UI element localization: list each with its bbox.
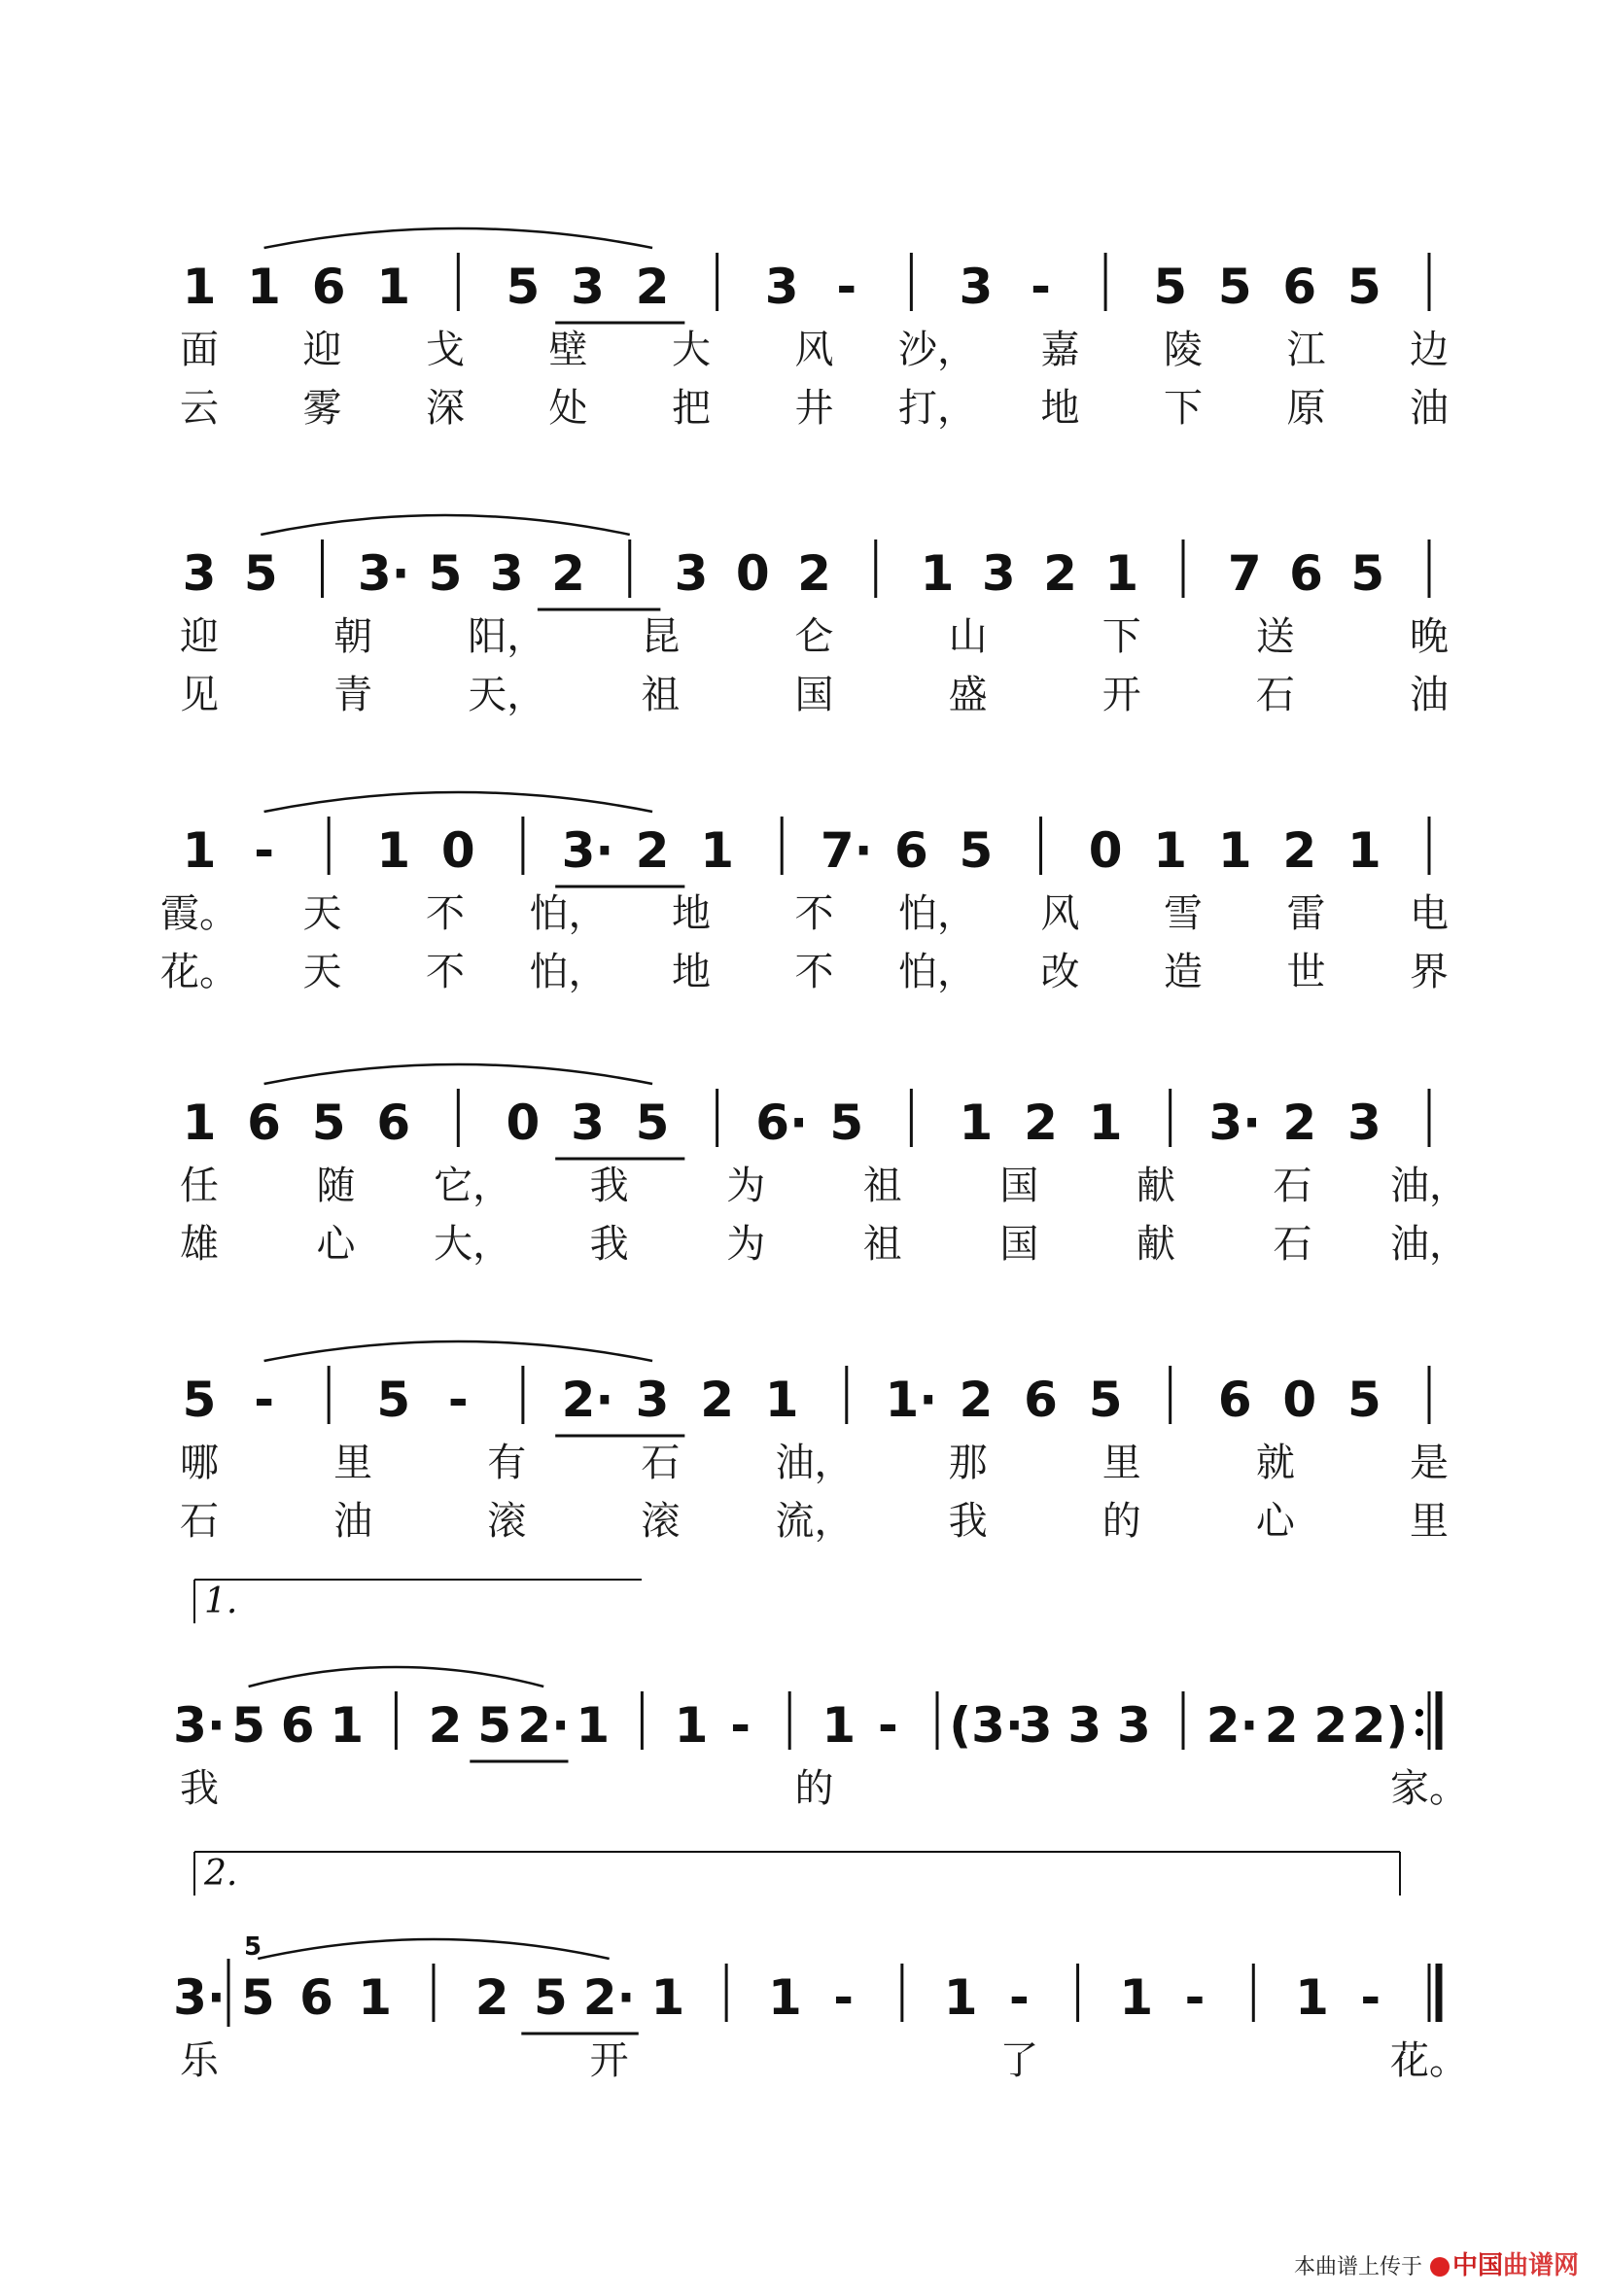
note: 2· bbox=[1206, 1697, 1259, 1754]
lyric-char: 祖 bbox=[862, 1164, 902, 1208]
lyric-char: 石 bbox=[641, 1441, 681, 1485]
note: 3 bbox=[1018, 1697, 1053, 1754]
note: 3· bbox=[173, 1969, 226, 2026]
note: 6· bbox=[755, 1095, 809, 1151]
note: 5 bbox=[1350, 545, 1385, 602]
lyric-char: 祖 bbox=[862, 1222, 902, 1267]
note: 6 bbox=[376, 1095, 411, 1151]
note: 1 bbox=[1347, 822, 1381, 879]
lyric-char: 开 bbox=[1101, 673, 1141, 717]
note: 2 bbox=[428, 1697, 463, 1754]
lyric-char: 深 bbox=[426, 386, 465, 431]
note: 5 bbox=[1347, 259, 1381, 315]
lyric-char: 把 bbox=[672, 386, 711, 431]
repeat-dot bbox=[1416, 1728, 1423, 1736]
note: 5 bbox=[243, 545, 278, 602]
note: 3 bbox=[764, 259, 799, 315]
lyric-char: 哪 bbox=[180, 1441, 219, 1485]
note: 3 bbox=[635, 1372, 670, 1428]
lyric-char: 处 bbox=[548, 386, 588, 431]
lyric-char: 造 bbox=[1164, 950, 1203, 994]
slur bbox=[249, 1667, 544, 1687]
note: 0 bbox=[1088, 822, 1123, 879]
lyric-char: 盛 bbox=[948, 673, 988, 717]
lyric-char: 油 bbox=[1410, 386, 1449, 431]
note: 3 bbox=[1347, 1095, 1381, 1151]
lyric-char: 下 bbox=[1164, 386, 1203, 431]
lyric-char: 大 bbox=[672, 328, 711, 372]
note: 1 bbox=[358, 1969, 393, 2026]
note: 6 bbox=[1217, 1372, 1252, 1428]
lyric-char: 晚 bbox=[1410, 614, 1449, 659]
lyric-char: 我 bbox=[589, 1222, 629, 1267]
lyric-char: 雪 bbox=[1164, 891, 1203, 936]
dash-note: - bbox=[447, 1372, 469, 1428]
note: 5 bbox=[1088, 1372, 1123, 1428]
lyric-char: 祖 bbox=[641, 673, 681, 717]
lyric-char: 朝 bbox=[333, 614, 373, 659]
lyric-char: 地 bbox=[672, 891, 711, 936]
lyric-char: 为 bbox=[726, 1164, 766, 1208]
note: 3 bbox=[571, 1095, 605, 1151]
lyric-char: 怕， bbox=[529, 950, 608, 994]
lyric-char: 里 bbox=[333, 1441, 373, 1485]
lyric-char: 油， bbox=[1390, 1222, 1468, 1267]
note: 1 bbox=[376, 822, 411, 879]
dash-note: - bbox=[833, 1969, 854, 2026]
note: 1 bbox=[330, 1697, 365, 1754]
lyric-char: 送 bbox=[1255, 614, 1295, 659]
note: 2) bbox=[1351, 1697, 1409, 1754]
note: 2 bbox=[797, 545, 831, 602]
lyric-char: 不 bbox=[426, 891, 465, 936]
lyric-char: 石 bbox=[1273, 1222, 1312, 1267]
lyric-char: 不 bbox=[426, 950, 465, 994]
lyric-char: 迎 bbox=[302, 328, 342, 372]
lyric-char: 滚 bbox=[641, 1499, 681, 1544]
lyric-char: 花。 bbox=[160, 950, 238, 994]
note: 1 bbox=[376, 259, 411, 315]
site-name-b: 曲谱网 bbox=[1502, 2251, 1579, 2280]
lyric-char: 天， bbox=[468, 673, 546, 717]
slur bbox=[264, 228, 652, 248]
note: 1 bbox=[674, 1697, 709, 1754]
note: 1 bbox=[1153, 822, 1188, 879]
note: 5 bbox=[428, 545, 463, 602]
note: 5 bbox=[477, 1697, 511, 1754]
note: 1 bbox=[182, 259, 217, 315]
note: 5 bbox=[635, 1095, 670, 1151]
note: 5 bbox=[311, 1095, 346, 1151]
lyric-char: 就 bbox=[1255, 1441, 1295, 1485]
note: 5 bbox=[231, 1697, 265, 1754]
lyric-char: 我 bbox=[948, 1499, 988, 1544]
lyric-char: 心 bbox=[1255, 1499, 1295, 1544]
lyric-char: 改 bbox=[1040, 950, 1080, 994]
note: 1 bbox=[1088, 1095, 1123, 1151]
lyric-char: 油， bbox=[775, 1441, 854, 1485]
note: 1· bbox=[885, 1372, 938, 1428]
lyric-char: 有 bbox=[487, 1441, 527, 1485]
note: 1 bbox=[1119, 1969, 1154, 2026]
note: (3· bbox=[949, 1697, 1024, 1754]
lyric-char: 壁 bbox=[548, 328, 588, 372]
note: 5 bbox=[240, 1969, 275, 2026]
note: 2 bbox=[1043, 545, 1077, 602]
lyric-char: 怕， bbox=[898, 950, 976, 994]
lyric-char: 戈 bbox=[426, 328, 465, 372]
note: 2 bbox=[1282, 822, 1317, 879]
lyric-char: 陵 bbox=[1164, 328, 1203, 372]
note: 5 bbox=[182, 1372, 217, 1428]
lyric-char: 为 bbox=[726, 1222, 766, 1267]
lyric-char: 大， bbox=[434, 1222, 512, 1267]
note: 3 bbox=[489, 545, 524, 602]
dash-note: - bbox=[878, 1697, 898, 1754]
note: 1 bbox=[650, 1969, 685, 2026]
lyric-char: 界 bbox=[1410, 950, 1449, 994]
lyric-char: 开 bbox=[589, 2038, 629, 2083]
dash-note: - bbox=[836, 259, 857, 315]
lyric-char: 随 bbox=[316, 1164, 356, 1208]
lyric-char: 霞。 bbox=[160, 891, 238, 936]
note: 1 bbox=[767, 1969, 802, 2026]
note: 3· bbox=[561, 822, 614, 879]
lyric-char: 里 bbox=[1410, 1499, 1449, 1544]
lyric-char: 面 bbox=[180, 328, 219, 372]
site-logo-icon bbox=[1430, 2257, 1450, 2277]
lyric-char: 风 bbox=[1040, 891, 1080, 936]
lyric-char: 山 bbox=[948, 614, 988, 659]
lyric-char: 嘉 bbox=[1040, 328, 1080, 372]
note: 5 bbox=[1217, 259, 1252, 315]
lyric-char: 地 bbox=[672, 950, 711, 994]
note: 0 bbox=[440, 822, 475, 879]
note: 6 bbox=[299, 1969, 333, 2026]
note: 3· bbox=[1208, 1095, 1262, 1151]
note: 1 bbox=[920, 545, 955, 602]
lyric-char: 心 bbox=[316, 1222, 356, 1267]
note: 3 bbox=[571, 259, 605, 315]
lyric-char: 地 bbox=[1040, 386, 1080, 431]
note: 2 bbox=[700, 1372, 735, 1428]
lyric-char: 流， bbox=[775, 1499, 854, 1544]
lyric-char: 原 bbox=[1286, 386, 1326, 431]
note: 3· bbox=[173, 1697, 226, 1754]
note: 2 bbox=[1264, 1697, 1299, 1754]
note: 2 bbox=[635, 259, 670, 315]
lyric-char: 天 bbox=[302, 891, 342, 936]
note: 1 bbox=[182, 1095, 217, 1151]
lyric-char: 雄 bbox=[180, 1222, 219, 1267]
slur bbox=[258, 1939, 609, 1959]
lyric-char: 石 bbox=[180, 1499, 219, 1544]
note: 1 bbox=[182, 822, 217, 879]
lyric-char: 阳， bbox=[468, 614, 546, 659]
slur bbox=[264, 792, 652, 812]
lyric-char: 它， bbox=[434, 1164, 512, 1208]
dash-note: - bbox=[1008, 1969, 1030, 2026]
lyric-char: 雾 bbox=[302, 386, 342, 431]
lyric-char: 献 bbox=[1136, 1164, 1175, 1208]
lyric-char: 那 bbox=[948, 1441, 988, 1485]
dash-note: - bbox=[254, 1372, 274, 1428]
note: 6 bbox=[311, 259, 346, 315]
note: 1 bbox=[576, 1697, 611, 1754]
note: 1 bbox=[959, 1095, 994, 1151]
dash-note: - bbox=[730, 1697, 751, 1754]
note: 5 bbox=[376, 1372, 411, 1428]
lyric-char: 国 bbox=[794, 673, 834, 717]
lyric-char: 打， bbox=[898, 386, 976, 431]
lyric-char: 油， bbox=[1390, 1164, 1468, 1208]
note: 3 bbox=[1067, 1697, 1102, 1754]
lyric-char: 的 bbox=[794, 1766, 834, 1811]
lyric-char: 乐 bbox=[180, 2038, 219, 2083]
repeat-dot bbox=[1416, 1709, 1423, 1717]
lyric-char: 边 bbox=[1410, 328, 1449, 372]
dash-note: - bbox=[1031, 259, 1051, 315]
lyric-char: 怕， bbox=[529, 891, 608, 936]
lyric-char: 里 bbox=[1101, 1441, 1141, 1485]
note: 6 bbox=[1289, 545, 1323, 602]
note: 1 bbox=[247, 259, 281, 315]
lyric-char: 石 bbox=[1273, 1164, 1312, 1208]
lyric-char: 献 bbox=[1136, 1222, 1175, 1267]
dash-note: - bbox=[254, 822, 274, 879]
lyric-char: 国 bbox=[999, 1164, 1039, 1208]
note: 5 bbox=[829, 1095, 864, 1151]
lyric-char: 青 bbox=[333, 673, 373, 717]
note: 3 bbox=[1116, 1697, 1151, 1754]
note: 2 bbox=[959, 1372, 994, 1428]
lyric-char: 是 bbox=[1410, 1441, 1449, 1485]
lyric-char: 云 bbox=[180, 386, 219, 431]
note: 7· bbox=[820, 822, 873, 879]
lyric-char: 雷 bbox=[1286, 891, 1326, 936]
lyric-char: 仑 bbox=[794, 614, 834, 659]
volta-number: 1. bbox=[204, 1582, 238, 1621]
note: 5 bbox=[534, 1969, 568, 2026]
lyric-char: 电 bbox=[1410, 891, 1449, 936]
note: 7 bbox=[1227, 545, 1262, 602]
lyric-char: 见 bbox=[180, 673, 219, 717]
note: 2 bbox=[1313, 1697, 1348, 1754]
note: 6 bbox=[1024, 1372, 1058, 1428]
lyric-char: 石 bbox=[1255, 673, 1295, 717]
grace-note: 5 bbox=[243, 1932, 262, 1962]
footer bbox=[1294, 2253, 1579, 2279]
note: 3· bbox=[357, 545, 410, 602]
note: 1 bbox=[1295, 1969, 1329, 2026]
note: 6 bbox=[893, 822, 928, 879]
note: 0 bbox=[1282, 1372, 1317, 1428]
lyric-char: 井 bbox=[794, 386, 834, 431]
lyric-char: 江 bbox=[1286, 328, 1326, 372]
note: 2· bbox=[561, 1372, 614, 1428]
note: 1 bbox=[764, 1372, 799, 1428]
note: 2 bbox=[1282, 1095, 1317, 1151]
lyric-char: 国 bbox=[999, 1222, 1039, 1267]
lyric-char: 了 bbox=[999, 2038, 1039, 2083]
lyric-char: 油 bbox=[333, 1499, 373, 1544]
lyric-char: 我 bbox=[589, 1164, 629, 1208]
lyric-char: 迎 bbox=[180, 614, 219, 659]
lyric-char: 怕， bbox=[898, 891, 976, 936]
lyric-char: 油 bbox=[1410, 673, 1449, 717]
lyric-char: 花。 bbox=[1390, 2038, 1468, 2083]
note: 2 bbox=[1024, 1095, 1058, 1151]
note: 3 bbox=[674, 545, 709, 602]
note: 1 bbox=[821, 1697, 856, 1754]
note: 5 bbox=[1153, 259, 1188, 315]
note: 6 bbox=[247, 1095, 281, 1151]
note: 1 bbox=[700, 822, 735, 879]
note: 0 bbox=[506, 1095, 541, 1151]
upload-text: 本曲谱上传于 bbox=[1293, 2255, 1422, 2279]
lyric-char: 不 bbox=[794, 891, 834, 936]
note: 5 bbox=[1347, 1372, 1381, 1428]
volta-number: 2. bbox=[204, 1854, 238, 1894]
slur bbox=[264, 1064, 652, 1084]
note: 5 bbox=[506, 259, 541, 315]
note: 1 bbox=[1217, 822, 1252, 879]
lyric-char: 风 bbox=[794, 328, 834, 372]
dash-note: - bbox=[1360, 1969, 1381, 2026]
note: 2 bbox=[474, 1969, 509, 2026]
lyric-char: 世 bbox=[1286, 950, 1326, 994]
lyric-char: 滚 bbox=[487, 1499, 527, 1544]
lyric-char: 不 bbox=[794, 950, 834, 994]
lyric-char: 任 bbox=[180, 1164, 219, 1208]
lyric-char: 下 bbox=[1101, 614, 1141, 659]
note: 2· bbox=[582, 1969, 636, 2026]
note: 0 bbox=[735, 545, 770, 602]
note: 3 bbox=[182, 545, 217, 602]
note: 5 bbox=[959, 822, 994, 879]
note: 3 bbox=[959, 259, 994, 315]
slur bbox=[264, 1341, 652, 1361]
dash-note: - bbox=[1184, 1969, 1206, 2026]
note: 6 bbox=[1282, 259, 1317, 315]
lyric-char: 沙， bbox=[898, 328, 976, 372]
lyric-char: 昆 bbox=[641, 614, 681, 659]
note: 2 bbox=[551, 545, 585, 602]
note: 1 bbox=[1104, 545, 1139, 602]
slur bbox=[261, 515, 630, 535]
note: 2 bbox=[635, 822, 670, 879]
lyric-char: 家。 bbox=[1390, 1766, 1468, 1811]
note: 3 bbox=[981, 545, 1016, 602]
lyric-char: 我 bbox=[180, 1766, 219, 1811]
lyric-char: 天 bbox=[302, 950, 342, 994]
site-name-a: 中国 bbox=[1451, 2251, 1503, 2280]
note: 6 bbox=[280, 1697, 315, 1754]
lyric-char: 的 bbox=[1101, 1499, 1141, 1544]
note: 1 bbox=[943, 1969, 978, 2026]
note: 2· bbox=[517, 1697, 571, 1754]
